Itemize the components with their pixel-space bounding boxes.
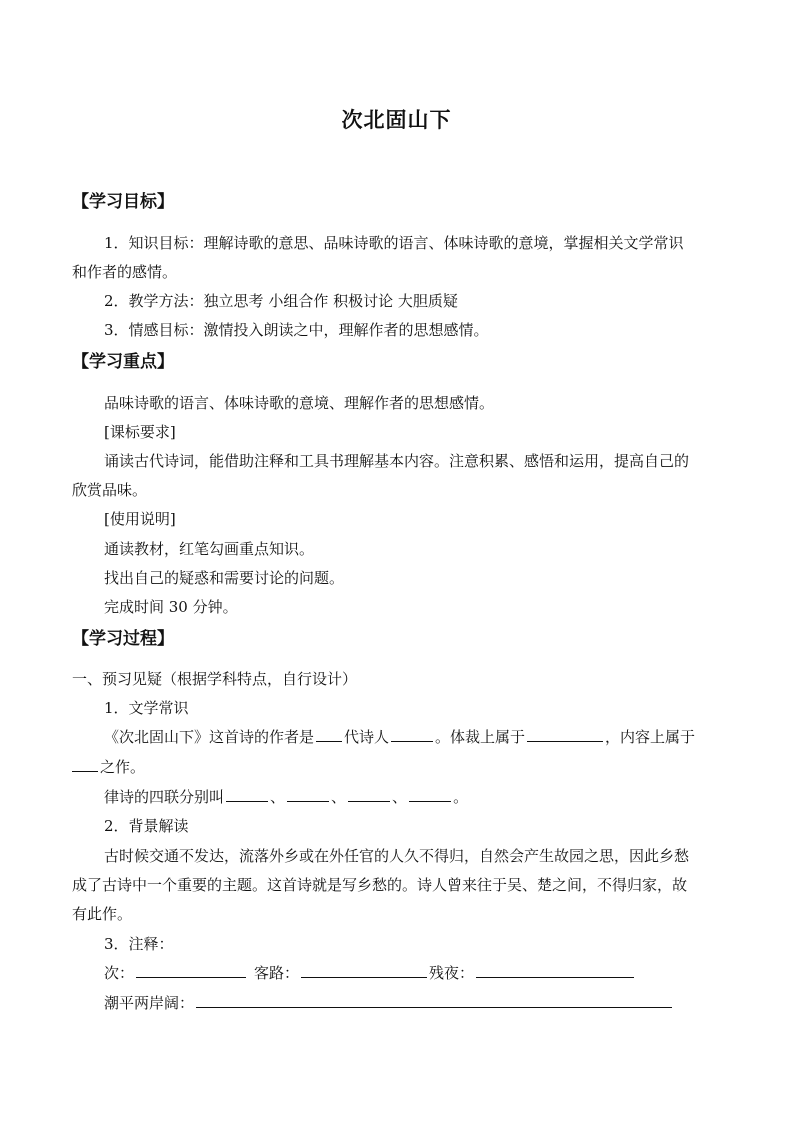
key-points-heading: 【学习重点】 [72, 352, 174, 372]
question-1-text-3: 。体裁上属于 [435, 728, 526, 746]
goals-heading: 【学习目标】 [72, 192, 174, 212]
note-ci-label: 次： [104, 964, 135, 982]
section-1-title: 一、预习见疑（根据学科特点，自行设计） [72, 670, 358, 688]
answer-couplet-3-blank[interactable] [348, 786, 390, 802]
note-canye-blank[interactable] [476, 962, 634, 978]
question-1-text-2: 代诗人 [344, 728, 390, 746]
usage-item-1: 通读教材，红笔勾画重点知识。 [104, 540, 315, 558]
separator: 、 [392, 788, 408, 806]
question-1-text-5: 之作。 [100, 758, 146, 776]
background-label: 2．背景解读 [104, 817, 189, 835]
notes-row-2 [104, 992, 674, 1014]
period: 。 [453, 788, 469, 806]
question-1 [104, 726, 695, 748]
usage-item-2: 找出自己的疑惑和需要讨论的问题。 [104, 569, 345, 587]
literature-label: 1．文学常识 [104, 699, 189, 717]
note-kelu-blank[interactable] [301, 962, 427, 978]
goal-item-1: 1．知识目标：理解诗歌的意思、品味诗歌的语言、体味诗歌的意境，掌握相关文学常识 [104, 234, 684, 252]
answer-content-blank[interactable] [72, 756, 98, 772]
note-kelu-label: 客路： [254, 964, 300, 982]
goal-item-3: 3．情感目标：激情投入朗读之中，理解作者的思想感情。 [104, 321, 489, 339]
answer-dynasty-blank[interactable] [316, 726, 342, 742]
process-heading: 【学习过程】 [72, 629, 174, 649]
usage-item-3: 完成时间 30 分钟。 [104, 598, 238, 616]
question-1-text-4: ，内容上属于 [605, 728, 696, 746]
answer-couplet-2-blank[interactable] [287, 786, 329, 802]
question-2 [104, 786, 468, 808]
key-points-text: 品味诗歌的语言、体味诗歌的意境、理解作者的思想感情。 [104, 394, 495, 412]
curriculum-label: [课标要求] [104, 423, 176, 441]
goal-item-2: 2．教学方法：独立思考 小组合作 积极讨论 大胆质疑 [104, 292, 458, 310]
question-1-text-1: 《次北固山下》这首诗的作者是 [104, 728, 315, 746]
answer-genre-blank[interactable] [527, 726, 603, 742]
goal-item-1-cont: 和作者的感情。 [72, 263, 178, 281]
curriculum-text: 诵读古代诗词，能借助注释和工具书理解基本内容。注意积累、感悟和运用，提高自己的 [104, 452, 690, 470]
curriculum-text-cont: 欣赏品味。 [72, 481, 148, 499]
note-canye-label: 残夜： [429, 964, 475, 982]
notes-row-1 [104, 962, 636, 984]
separator: 、 [331, 788, 347, 806]
page-title: 次北固山下 [341, 107, 452, 132]
answer-couplet-4-blank[interactable] [409, 786, 451, 802]
question-2-text: 律诗的四联分别叫 [104, 788, 225, 806]
usage-label: [使用说明] [104, 510, 176, 528]
note-chaoping-label: 潮平两岸阔： [104, 994, 195, 1012]
note-chaoping-blank[interactable] [196, 992, 672, 1008]
background-text-2: 成了古诗中一个重要的主题。这首诗就是写乡愁的。诗人曾来往于吴、楚之间，不得归家，故 [72, 876, 688, 894]
notes-label: 3．注释： [104, 935, 174, 953]
answer-couplet-1-blank[interactable] [226, 786, 268, 802]
answer-poet-blank[interactable] [391, 726, 433, 742]
question-1-cont [72, 756, 145, 778]
separator: 、 [270, 788, 286, 806]
background-text-1: 古时候交通不发达，流落外乡或在外任官的人久不得归，自然会产生故园之思，因此乡愁 [104, 847, 690, 865]
note-ci-blank[interactable] [136, 962, 246, 978]
background-text-3: 有此作。 [72, 905, 133, 923]
